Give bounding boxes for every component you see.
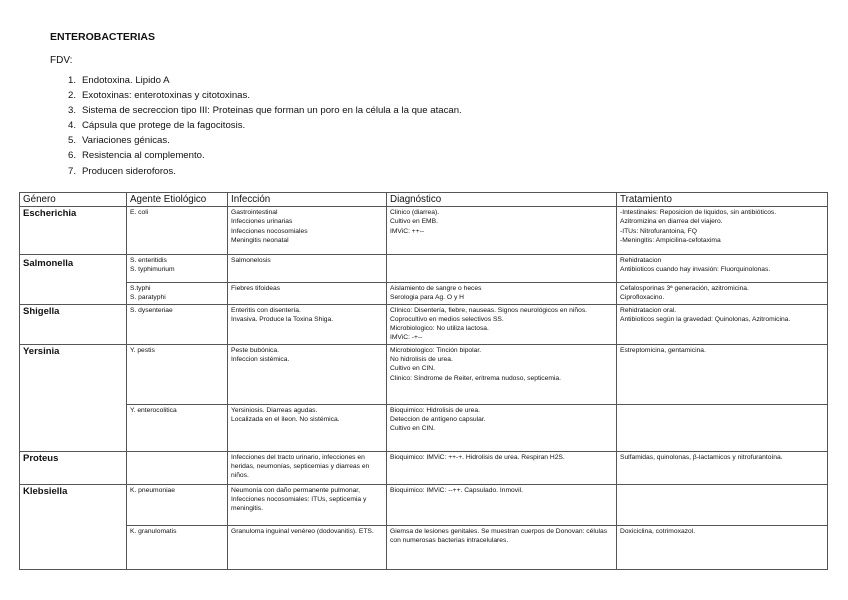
list-item: 1. Endotoxina. Lipido A	[67, 75, 170, 86]
tratamiento-cell: -Intestinales: Reposicion de liquidos, sin antibióticos. Azitromizina en diarrea del viajero. -ITUs: Nitrofurantoina, FQ -Meningitis: Ampicilina-cefotaxima	[617, 207, 828, 255]
tratamiento-cell: Rehidratacion Antibioticos cuando hay invasión: Fluorquinolonas.	[617, 255, 828, 283]
agente-cell: Y. enterocolitica	[127, 404, 228, 451]
agente-cell: Y. pestis	[127, 344, 228, 404]
tratamiento-cell: Cefalosporinas 3ª generación, azitromicina. Ciprofloxacino.	[617, 283, 828, 305]
tratamiento-cell: Doxiciclina, cotrimoxazol.	[617, 525, 828, 569]
tratamiento-cell: Estreptomicina, gentamicina.	[617, 344, 828, 404]
table-row	[20, 451, 828, 484]
diagnostico-cell: Aislamiento de sangre o heces Serologia para Ag. O y H	[387, 283, 617, 305]
list-item: 6. Resistencia al complemento.	[67, 150, 205, 162]
diagnostico-cell: Microbiologico: Tinción bipolar. No hidrolisis de urea. Cultivo en CIN. Clinico: Síndrome de Reiter, eritrema nudoso, septicemia.	[387, 344, 617, 404]
tratamiento-cell: Rehidratacion oral. Antibioticos según la gravedad: Quinolonas, Azitromicina.	[617, 304, 828, 344]
agente-cell: K. pneumoniae	[127, 484, 228, 525]
agente-cell: E. coli	[127, 207, 228, 255]
genus-cell: Proteus	[20, 451, 127, 484]
infeccion-cell: Yersiniosis. Diarreas agudas. Localizada en el íleon. No sistémica.	[228, 404, 387, 451]
tratamiento-cell	[617, 484, 828, 525]
header-diagnostico: Diagnóstico	[387, 193, 617, 207]
table-row	[20, 404, 828, 451]
enterobacteria-table	[19, 192, 828, 570]
tratamiento-cell	[617, 404, 828, 451]
diagnostico-cell: Bioquimico: IMViC: ++-+. Hidrolisis de urea. Respiran H2S.	[387, 451, 617, 484]
tratamiento-cell: Sulfamidas, quinolonas, β-lactamicos y nitrofurantoína.	[617, 451, 828, 484]
genus-cell: Salmonella	[20, 255, 127, 305]
infeccion-cell: Salmonelosis	[228, 255, 387, 283]
list-item: 4. Cápsula que protege de la fagocitosis.	[67, 120, 246, 132]
genus-cell: Yersinia	[20, 344, 127, 451]
agente-cell: K. granulomatis	[127, 525, 228, 569]
fdv-list	[50, 73, 462, 179]
header-infeccion: Infección	[228, 193, 387, 207]
table-row	[20, 255, 828, 283]
table-header-row	[20, 193, 828, 207]
agente-cell: S. enteritidis S. typhimurium	[127, 255, 228, 283]
diagnostico-cell	[387, 255, 617, 283]
header-genero: Género	[20, 193, 127, 207]
agente-cell	[127, 451, 228, 484]
infeccion-cell: Granuloma inguinal venéreo (dodovanitis). ETS.	[228, 525, 387, 569]
genus-cell: Escherichia	[20, 207, 127, 255]
genus-cell: Shigella	[20, 304, 127, 344]
diagnostico-cell: Bioquimico: IMViC: --++. Capsulado. Inmovil.	[387, 484, 617, 525]
infeccion-cell: Gastrointestinal Infecciones urinarias Infecciones nocosomiales Meningitis neonatal	[228, 207, 387, 255]
diagnostico-cell: Clinico (diarrea). Cultivo en EMB. IMViC: ++--	[387, 207, 617, 255]
table-row	[20, 207, 828, 255]
diagnostico-cell: Clínico: Disentería, fiebre, nauseas. Signos neurológicos en niños. Coprocultivo en medios selectivos SS. Microbiologico: No utiliza lactosa. IMViC: -+--	[387, 304, 617, 344]
infeccion-cell: Neumonía con daño permanente pulmonar, Infecciones nocosomiales: ITUs, septicemia y meningitis.	[228, 484, 387, 525]
fdv-label: FDV:	[50, 55, 73, 66]
header-agente: Agente Etiológico	[127, 193, 228, 207]
agente-cell: S.typhi S. paratyphi	[127, 283, 228, 305]
agente-cell: S. dysenteriae	[127, 304, 228, 344]
infeccion-cell: Enteritis con disentería. Invasiva. Produce la Toxina Shiga.	[228, 304, 387, 344]
table-row	[20, 525, 828, 569]
list-item: 3. Sistema de secreccion tipo III: Proteinas que forman un poro en la célula a la que atacan.	[67, 105, 462, 117]
list-item: 5. Variaciones génicas.	[67, 135, 170, 147]
header-tratamiento: Tratamiento	[617, 193, 828, 207]
table-row	[20, 484, 828, 525]
table-row	[20, 344, 828, 404]
list-item: 7. Producen sideroforos.	[67, 165, 176, 177]
infeccion-cell: Infecciones del tracto urinario, infecciones en heridas, neumonías, septicemias y diarreas en niños.	[228, 451, 387, 484]
diagnostico-cell: Giemsa de lesiones genitales. Se muestran cuerpos de Donovan: células con numerosas bacterias intracelulares.	[387, 525, 617, 569]
table-row	[20, 283, 828, 305]
document-title: ENTEROBACTERIAS	[50, 31, 156, 43]
list-item: 2. Exotoxinas: enterotoxinas y citotoxinas.	[67, 90, 250, 102]
genus-cell: Klebsiella	[20, 484, 127, 569]
diagnostico-cell: Bioquimico: Hidrolisis de urea. Deteccion de antígeno capsular. Cultivo en CIN.	[387, 404, 617, 451]
table-row	[20, 304, 828, 344]
infeccion-cell: Fiebres tifoideas	[228, 283, 387, 305]
infeccion-cell: Peste bubónica. Infeccion sistémica.	[228, 344, 387, 404]
